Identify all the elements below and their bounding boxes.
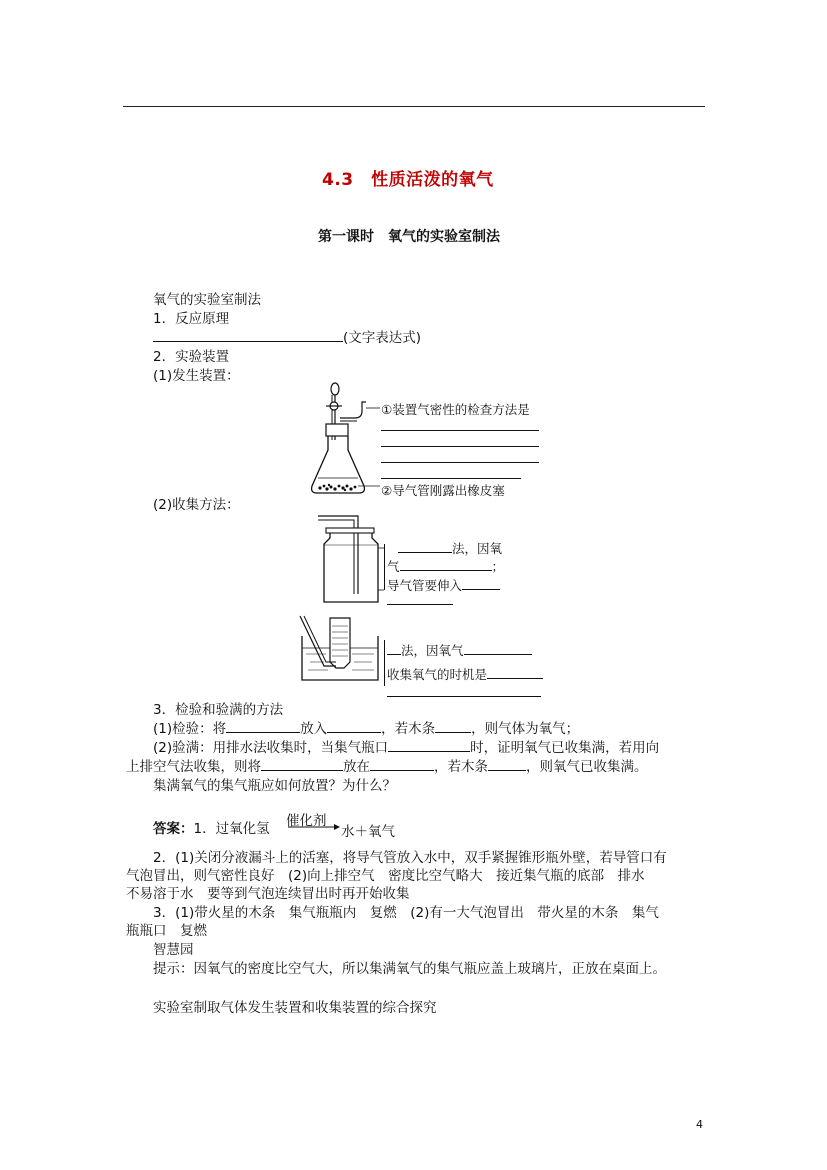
blank-line bbox=[387, 604, 453, 605]
next-section-heading: 实验室制取气体发生装置和收集装置的综合探究 bbox=[153, 1000, 437, 1016]
generation-note1: ①装置气密性的检查方法是 bbox=[381, 402, 530, 417]
blank-field bbox=[153, 329, 343, 342]
item1-label: 1．反应原理 bbox=[153, 311, 230, 327]
item3-sub2-line2 bbox=[126, 758, 648, 776]
answer-line2: 2．(1)关闭分液漏斗上的活塞，将导气管放入水中，双手紧握锥形瓶外壁，若导管口有 bbox=[153, 850, 667, 866]
text-run: ，则气体为氧气； bbox=[471, 721, 580, 737]
upward-air-collection-diagram bbox=[310, 512, 390, 608]
answer-line6: 瓶瓶口 复燃 bbox=[126, 923, 207, 939]
catalyst-label: 催化剂 bbox=[286, 813, 327, 829]
item1-blank-line bbox=[153, 329, 421, 347]
item2-sub2: (2)收集方法： bbox=[153, 497, 240, 513]
page-number: 4 bbox=[696, 1118, 703, 1131]
wisdom-title: 智慧园 bbox=[153, 942, 194, 958]
blank-field bbox=[261, 758, 343, 771]
upward-air-line1 bbox=[398, 539, 502, 557]
item2-label: 2．实验装置 bbox=[153, 349, 230, 365]
text-run: 时，证明氧气已收集满，若用向 bbox=[470, 740, 660, 756]
page-subtitle: 第一课时 氧气的实验室制法 bbox=[318, 229, 500, 245]
blank-line bbox=[381, 430, 539, 431]
hint: 提示：因氧气的密度比空气大，所以集满氧气的集气瓶应盖上玻璃片，正放在桌面上。 bbox=[153, 961, 666, 977]
blank-line bbox=[381, 462, 539, 463]
reaction-arrow bbox=[286, 822, 342, 832]
blank-field bbox=[226, 720, 300, 733]
equation-suffix: 水＋氧气 bbox=[341, 824, 395, 840]
text-run: ，若木条 bbox=[381, 721, 436, 737]
answer-label: 答案： bbox=[153, 821, 194, 837]
blank-field bbox=[387, 642, 401, 655]
water-line1-text: 法，因氧气 bbox=[401, 643, 464, 658]
upward-air-line2-prefix: 气 bbox=[387, 559, 400, 574]
upward-air-line2-suffix: ； bbox=[491, 559, 505, 574]
answer-line1 bbox=[153, 820, 270, 838]
blank-field bbox=[435, 720, 471, 733]
bracket-line bbox=[384, 544, 385, 590]
upward-air-line1-text: 法，因氧 bbox=[452, 541, 503, 556]
upward-air-line2 bbox=[387, 557, 504, 575]
blank-line bbox=[381, 446, 539, 447]
answer-line3: 气泡冒出，则气密性良好 (2)向上排空气 密度比空气略大 接近集气瓶的底部 排水 bbox=[126, 868, 645, 884]
blank-field bbox=[370, 758, 434, 771]
water-displacement-collection-diagram bbox=[296, 614, 390, 684]
blank-field bbox=[327, 720, 381, 733]
text-run: ，则氧气已收集满。 bbox=[526, 759, 648, 775]
question: 集满氧气的集气瓶应如何放置？为什么？ bbox=[153, 778, 396, 794]
generation-note2: ②导气管刚露出橡皮塞 bbox=[381, 483, 505, 498]
answer-line4: 不易溶于水 要等到气泡连续冒出时再开始收集 bbox=[126, 886, 410, 902]
generation-apparatus-diagram bbox=[300, 380, 390, 500]
water-line2 bbox=[387, 665, 543, 683]
water-line1 bbox=[387, 641, 532, 659]
blank-field bbox=[398, 540, 452, 553]
item3-sub2-line1 bbox=[153, 739, 659, 757]
section-heading: 氧气的实验室制法 bbox=[153, 292, 261, 308]
equation-prefix: 1．过氧化氢 bbox=[193, 821, 270, 837]
item2-sub1: (1)发生装置： bbox=[153, 368, 240, 384]
blank-field bbox=[488, 758, 526, 771]
blank-field bbox=[464, 642, 532, 655]
item3-sub1 bbox=[153, 720, 579, 738]
bracket-line bbox=[384, 640, 385, 686]
water-line2-text: 收集氧气的时机是 bbox=[387, 667, 488, 682]
item3-label: 3．检验和验满的方法 bbox=[153, 702, 284, 718]
text-run: 放在 bbox=[343, 759, 370, 775]
text-run: (2)验满：用排水法收集时，当集气瓶口 bbox=[153, 740, 389, 756]
text-run: ，若木条 bbox=[434, 759, 488, 775]
blank-field bbox=[388, 739, 470, 752]
text-run: 上排空气法收集，则将 bbox=[126, 759, 261, 775]
blank-field bbox=[400, 558, 492, 571]
blank-line bbox=[381, 478, 521, 479]
blank-line bbox=[387, 696, 541, 697]
blank-field bbox=[462, 577, 500, 590]
upward-air-line3-text: 导气管要伸入 bbox=[387, 578, 463, 593]
upward-air-line3 bbox=[387, 576, 500, 594]
header-rule bbox=[123, 106, 705, 107]
text-run: (1)检验：将 bbox=[153, 721, 227, 737]
item1-blank-suffix: (文字表达式) bbox=[343, 330, 422, 346]
page-title: 4.3 性质活泼的氧气 bbox=[322, 170, 494, 190]
answer-line5: 3．(1)带火星的木条 集气瓶瓶内 复燃 (2)有一大气泡冒出 带火星的木条 集气 bbox=[153, 905, 659, 921]
blank-field bbox=[487, 666, 543, 679]
text-run: 放入 bbox=[300, 721, 328, 737]
